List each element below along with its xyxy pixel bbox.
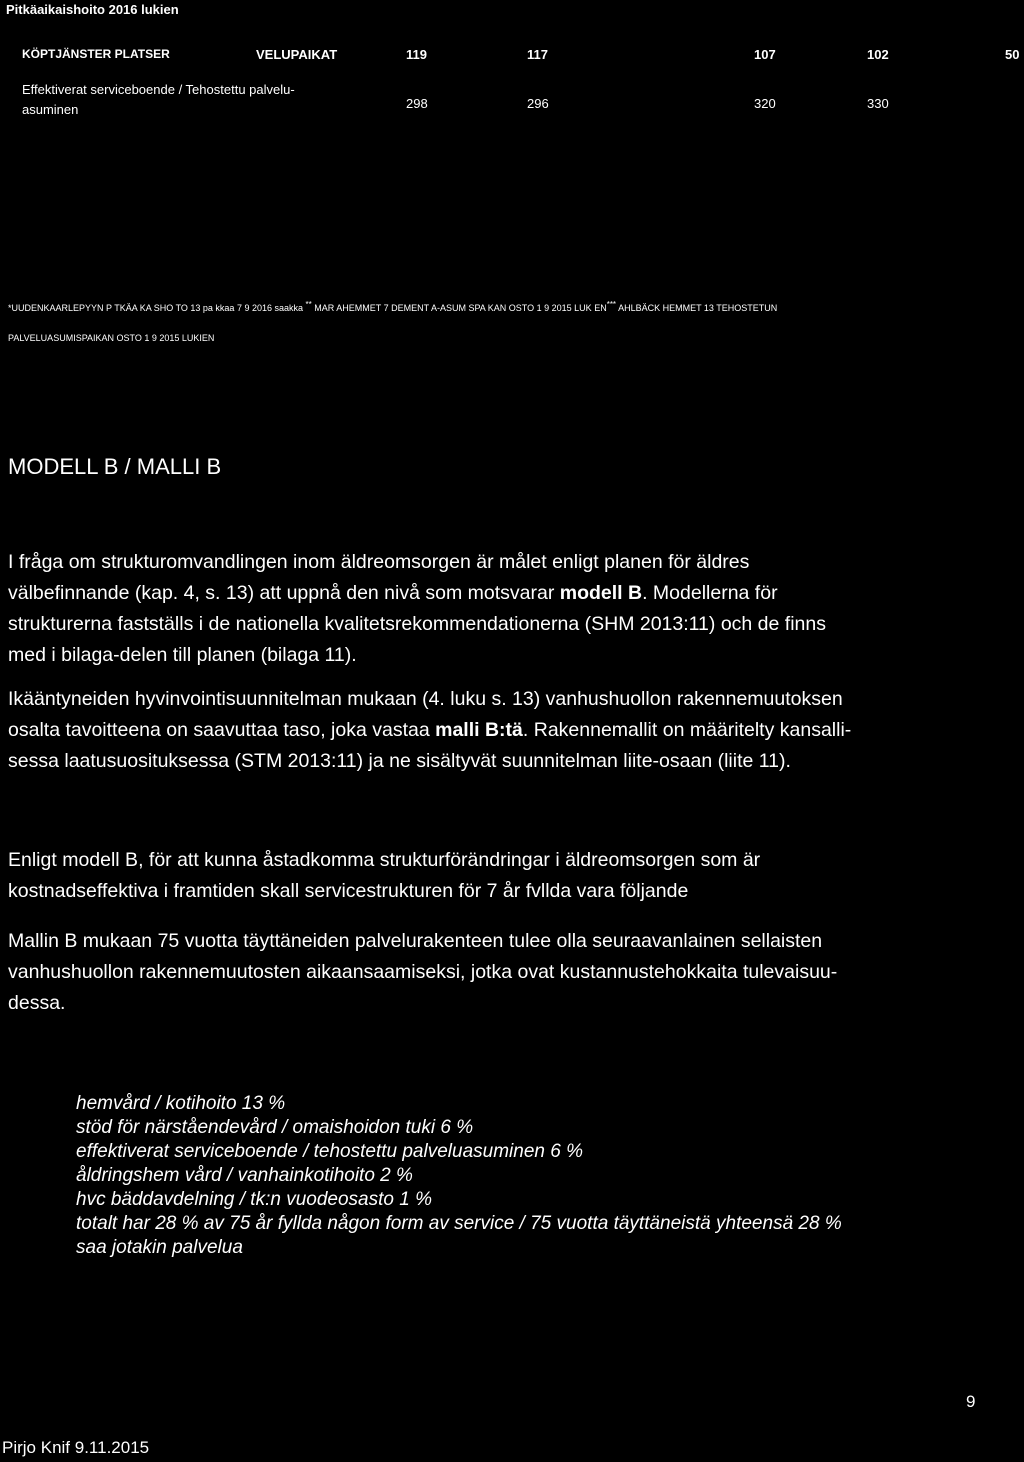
footnote-line-1 (8, 300, 777, 313)
footnote-2: MAR AHEMMET 7 DEMENT A-ASUM SPA KAN OSTO 1 9 2015 LUK EN (314, 303, 607, 313)
table-cell: 107 (754, 47, 776, 62)
text-line: vanhushuollon rakennemuutosten aikaansaamiseksi, jotka ovat kustannustehokkaita tulevaisuu- (8, 961, 838, 983)
list-item: stöd för närståendevård / omaishoidon tuki 6 % (76, 1117, 474, 1138)
bold-model-b: modell B (559, 582, 643, 604)
row-label-velupaikat: VELUPAIKAT (256, 47, 338, 62)
table-cell: 330 (867, 96, 889, 111)
list-item: hvc bäddavdelning / tk:n vuodeosasto 1 % (76, 1189, 432, 1210)
text-line: Ikääntyneiden hyvinvointisuunnitelman mukaan (4. luku s. 13) vanhushuollon rakennemuutoksen (8, 688, 843, 710)
text-segment: välbefinnande (kap. 4, s. 13) att uppnå den nivå som motsvarar (8, 582, 560, 604)
text-line (8, 715, 1008, 746)
footnote-3: AHLBÄCK HEMMET 13 TEHOSTETUN (618, 303, 778, 313)
table-cell: 119 (406, 47, 427, 62)
footnote-mark-2: ** (305, 300, 312, 309)
text-line: sessa laatusuosituksessa (STM 2013:11) ja ne sisältyvät suunnitelman liite-osaan (liite 11). (8, 750, 791, 772)
paragraph-finnish-2 (8, 926, 1008, 1019)
service-structure-list (76, 1092, 842, 1260)
section-title: MODELL B / MALLI B (8, 454, 222, 479)
text-segment: . Modellerna för (642, 582, 778, 604)
text-segment: osalta tavoitteena on saavuttaa taso, joka vastaa (8, 719, 436, 741)
page-header-title: Pitkäaikaishoito 2016 lukien (6, 2, 179, 17)
table-cell: 296 (527, 96, 549, 111)
list-item: effektiverat serviceboende / tehostettu palveluasuminen 6 % (76, 1141, 583, 1162)
list-item: saa jotakin palvelua (76, 1237, 243, 1258)
footnote-mark-3: *** (606, 300, 617, 309)
table-cell: 102 (867, 47, 889, 62)
bold-malli-b: malli B:tä (435, 719, 523, 741)
table-cell: 320 (754, 96, 776, 111)
table-cell: 117 (527, 47, 548, 62)
text-segment: . Rakennemallit on määritelty kansalli- (522, 719, 852, 741)
text-line: Enligt modell B, för att kunna åstadkomma strukturförändringar i äldreomsorgen som är (8, 849, 761, 871)
text-line: med i bilaga-delen till planen (bilaga 11). (8, 644, 357, 666)
footer-author-date: Pirjo Knif 9.11.2015 (2, 1438, 150, 1457)
text-line: dessa. (8, 992, 66, 1014)
text-line: strukturerna fastställs i de nationella kvalitetsrekommendationerna (SHM 2013:11) och de finns (8, 613, 826, 635)
list-item: totalt har 28 % av 75 år fyllda någon form av service / 75 vuotta täyttäneistä yhteensä 28 % (76, 1213, 842, 1234)
paragraph-swedish-1 (8, 547, 1008, 671)
list-item: åldringshem vård / vanhainkotihoito 2 % (76, 1165, 413, 1186)
paragraph-finnish-1 (8, 684, 1008, 777)
list-item: hemvård / kotihoito 13 % (76, 1093, 286, 1114)
table-cell: 298 (406, 96, 428, 111)
row-label-effective-service-housing-2: asuminen (22, 102, 79, 117)
text-line: kostnadseffektiva i framtiden skall servicestrukturen för 7 år fvllda vara följande (8, 880, 689, 902)
footnote-line-2: PALVELUASUMISPAIKAN OSTO 1 9 2015 LUKIEN (8, 333, 215, 343)
text-line (8, 578, 1008, 609)
text-line: I fråga om strukturomvandlingen inom äldreomsorgen är målet enligt planen för äldres (8, 551, 750, 573)
table-cell: 50 (1005, 47, 1020, 62)
footnote-1: *UUDENKAARLEPYYN P TKÄA KA SHO TO 13 pa kkaa 7 9 2016 saakka (8, 303, 303, 313)
row-label-purchased-places: KÖPTJÄNSTER PLATSER (22, 47, 170, 61)
page-number: 9 (966, 1392, 976, 1411)
row-label-effective-service-housing: Effektiverat serviceboende / Tehostettu palvelu- (22, 82, 295, 97)
paragraph-swedish-2 (8, 845, 1008, 907)
text-line: Mallin B mukaan 75 vuotta täyttäneiden palvelurakenteen tulee olla seuraavanlainen sellaisten (8, 930, 823, 952)
